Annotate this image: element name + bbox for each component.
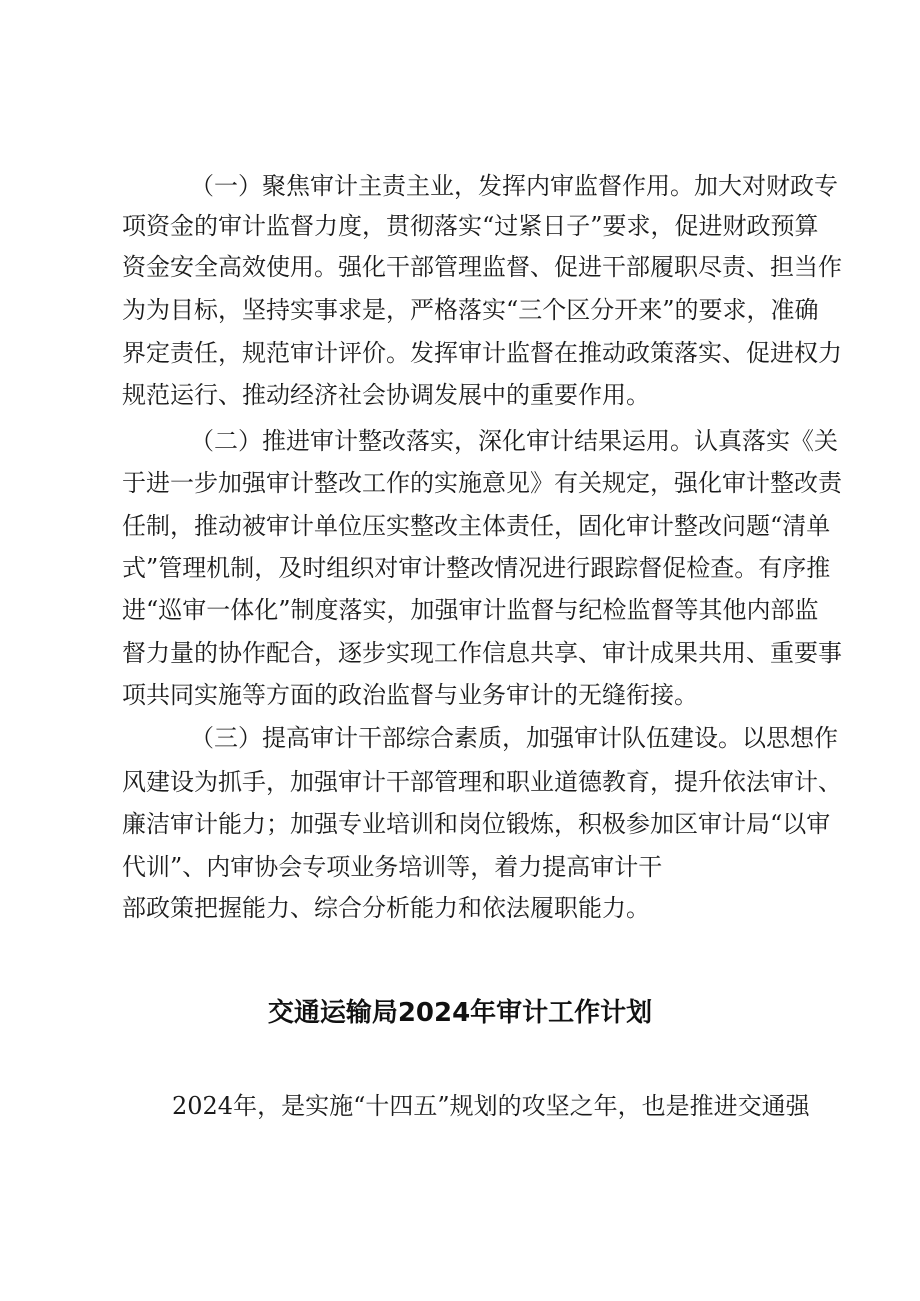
paragraph-2-line-6: 督力量的协作配合，逐步实现工作信息共享、审计成果共用、重要事 bbox=[122, 639, 842, 667]
paragraph-2-line-4: 式”管理机制，及时组织对审计整改情况进行跟踪督促检查。有序推 bbox=[122, 554, 831, 582]
paragraph-1-line-4: 为为目标，坚持实事求是，严格落实“三个区分开来”的要求，准确 bbox=[122, 296, 819, 324]
paragraph-3-line-1: （三）提高审计干部综合素质，加强审计队伍建设。以思想作 bbox=[190, 724, 838, 752]
paragraph-1-line-2: 项资金的审计监督力度，贯彻落实“过紧日子”要求，促进财政预算 bbox=[122, 212, 819, 240]
paragraph-3-line-4: 代训”、内审协会专项业务培训等，着力提高审计干 bbox=[122, 853, 663, 881]
paragraph-2-line-5: 进“巡审一体化”制度落实，加强审计监督与纪检监督等其他内部监 bbox=[122, 596, 819, 624]
paragraph-2-line-7: 项共同实施等方面的政治监督与业务审计的无缝衔接。 bbox=[122, 681, 698, 709]
paragraph-3-line-5: 部政策把握能力、综合分析能力和依法履职能力。 bbox=[122, 894, 650, 922]
paragraph-1-line-5: 界定责任，规范审计评价。发挥审计监督在推动政策落实、促进权力 bbox=[122, 339, 842, 367]
paragraph-3-line-3: 廉洁审计能力；加强专业培训和岗位锻炼，积极参加区审计局“以审 bbox=[122, 810, 831, 838]
document-title: 交通运输局2024年审计工作计划 bbox=[267, 998, 653, 1028]
paragraph-1-line-3: 资金安全高效使用。强化干部管理监督、促进干部履职尽责、担当作 bbox=[122, 253, 842, 281]
paragraph-1-line-1: （一）聚焦审计主责主业，发挥内审监督作用。加大对财政专 bbox=[190, 172, 838, 200]
intro-line-1: 2024年，是实施“十四五”规划的攻坚之年，也是推进交通强 bbox=[172, 1092, 810, 1120]
paragraph-1-line-6: 规范运行、推动经济社会协调发展中的重要作用。 bbox=[122, 381, 650, 409]
paragraph-2-line-1: （二）推进审计整改落实，深化审计结果运用。认真落实《关 bbox=[190, 427, 838, 455]
paragraph-3-line-2: 风建设为抓手，加强审计干部管理和职业道德教育，提升依法审计、 bbox=[122, 768, 842, 796]
paragraph-2-line-2: 于进一步加强审计整改工作的实施意见》有关规定，强化审计整改责 bbox=[122, 469, 842, 497]
paragraph-2-line-3: 任制，推动被审计单位压实整改主体责任，固化审计整改问题“清单 bbox=[122, 512, 831, 540]
